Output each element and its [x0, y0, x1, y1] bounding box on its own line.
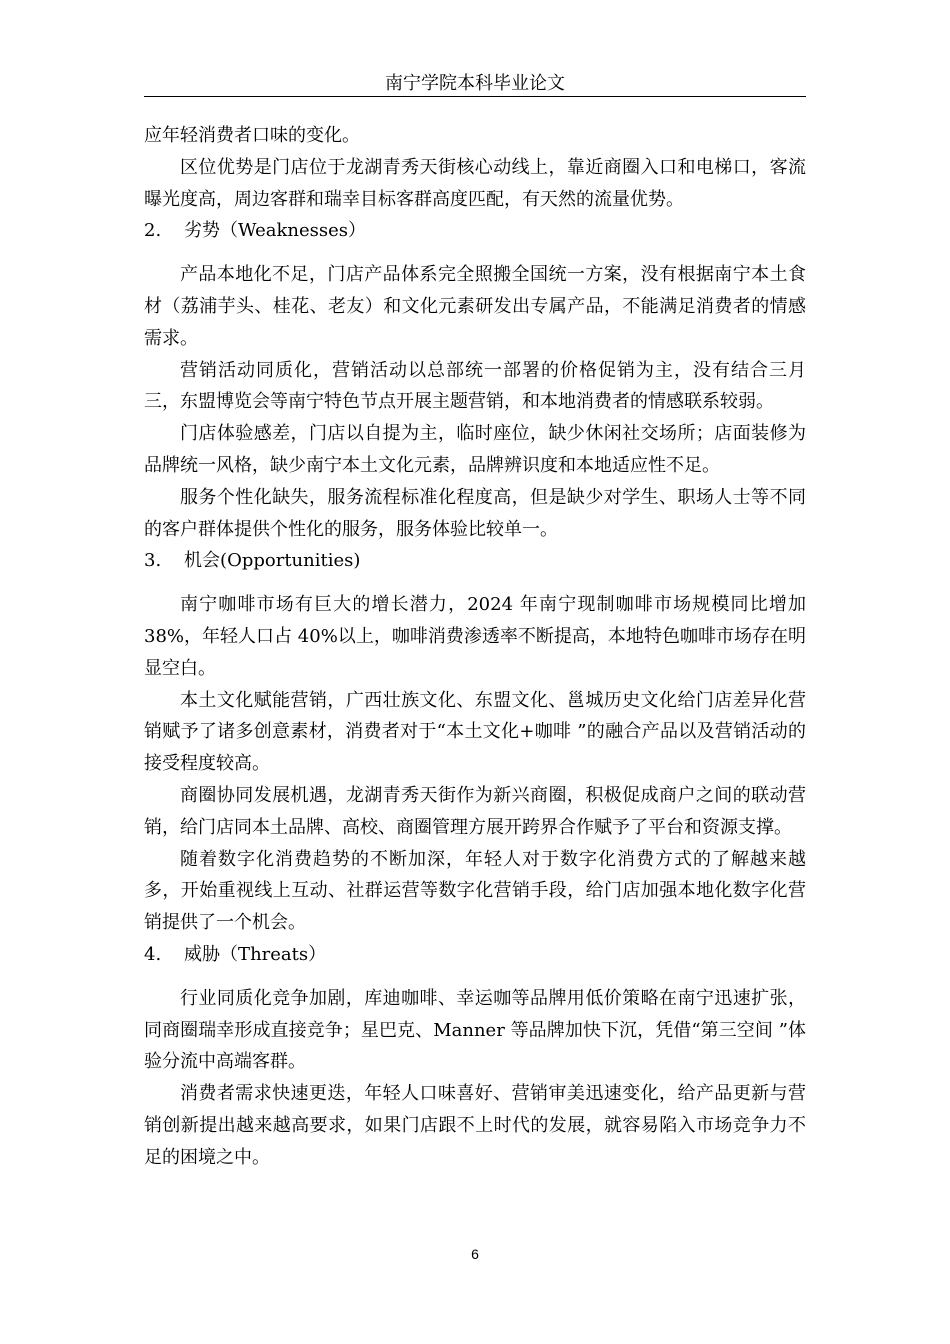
running-header: 南宁学院本科毕业论文 — [385, 73, 565, 94]
header-rule — [144, 96, 806, 97]
section-heading-weaknesses: 2. 劣势（Weaknesses） — [144, 220, 366, 242]
paragraph: 本土文化赋能营销，广西壮族文化、东盟文化、邕城历史文化给门店差异化营销赋予了诸多创意素材，消费者对于“本土文化+咖啡 ”的融合产品以及营销活动的接受程度较高。 — [144, 689, 806, 775]
paragraph: 服务个性化缺失，服务流程标准化程度高，但是缺少对学生、职场人士等不同的客户群体提供个性化的服务，服务体验比较单一。 — [144, 486, 806, 540]
paragraph: 行业同质化竞争加剧，库迪咖啡、幸运咖等品牌用低价策略在南宁迅速扩张，同商圈瑞幸形成直接竞争；星巴克、Manner 等品牌加快下沉，凭借“第三空间 ”体验分流中高端客群。 — [144, 987, 806, 1073]
paragraph: 门店体验感差，门店以自提为主，临时座位，缺少休闲社交场所；店面装修为品牌统一风格，缺少南宁本土文化元素，品牌辨识度和本地适应性不足。 — [144, 423, 806, 476]
paragraph: 区位优势是门店位于龙湖青秀天街核心动线上，靠近商圈入口和电梯口，客流曝光度高，周边客群和瑞幸目标客群高度匹配，有天然的流量优势。 — [144, 156, 806, 210]
paragraph: 消费者需求快速更迭，年轻人口味喜好、营销审美迅速变化，给产品更新与营销创新提出越来越高要求，如果门店跟不上时代的发展，就容易陷入市场竞争力不足的困境之中。 — [144, 1083, 806, 1168]
section-heading-opportunities: 3. 机会(Opportunities) — [144, 550, 361, 572]
paragraph: 随着数字化消费趋势的不断加深，年轻人对于数字化消费方式的了解越来越多，开始重视线上互动、社群运营等数字化营销手段，给门店加强本地化数字化营销提供了一个机会。 — [144, 848, 806, 934]
page-number: 6 — [471, 1246, 479, 1262]
paragraph: 应年轻消费者口味的变化。 — [144, 125, 360, 146]
paragraph: 营销活动同质化，营销活动以总部统一部署的价格促销为主，没有结合三月三，东盟博览会等南宁特色节点开展主题营销，和本地消费者的情感联系较弱。 — [144, 359, 806, 413]
paragraph: 南宁咖啡市场有巨大的增长潜力，2024 年南宁现制咖啡市场规模同比增加38%，年轻人口占 40%以上，咖啡消费渗透率不断提高，本地特色咖啡市场存在明显空白。 — [144, 594, 806, 679]
section-heading-threats: 4. 威胁（Threats） — [144, 943, 327, 965]
body-text — [144, 120, 806, 1174]
paragraph: 产品本地化不足，门店产品体系完全照搬全国统一方案，没有根据南宁本土食材（荔浦芋头、桂花、老友）和文化元素研发出专属产品，不能满足消费者的情感需求。 — [144, 264, 806, 349]
paragraph: 商圈协同发展机遇，龙湖青秀天街作为新兴商圈，积极促成商户之间的联动营销，给门店同本土品牌、高校、商圈管理方展开跨界合作赋予了平台和资源支撑。 — [144, 784, 806, 838]
